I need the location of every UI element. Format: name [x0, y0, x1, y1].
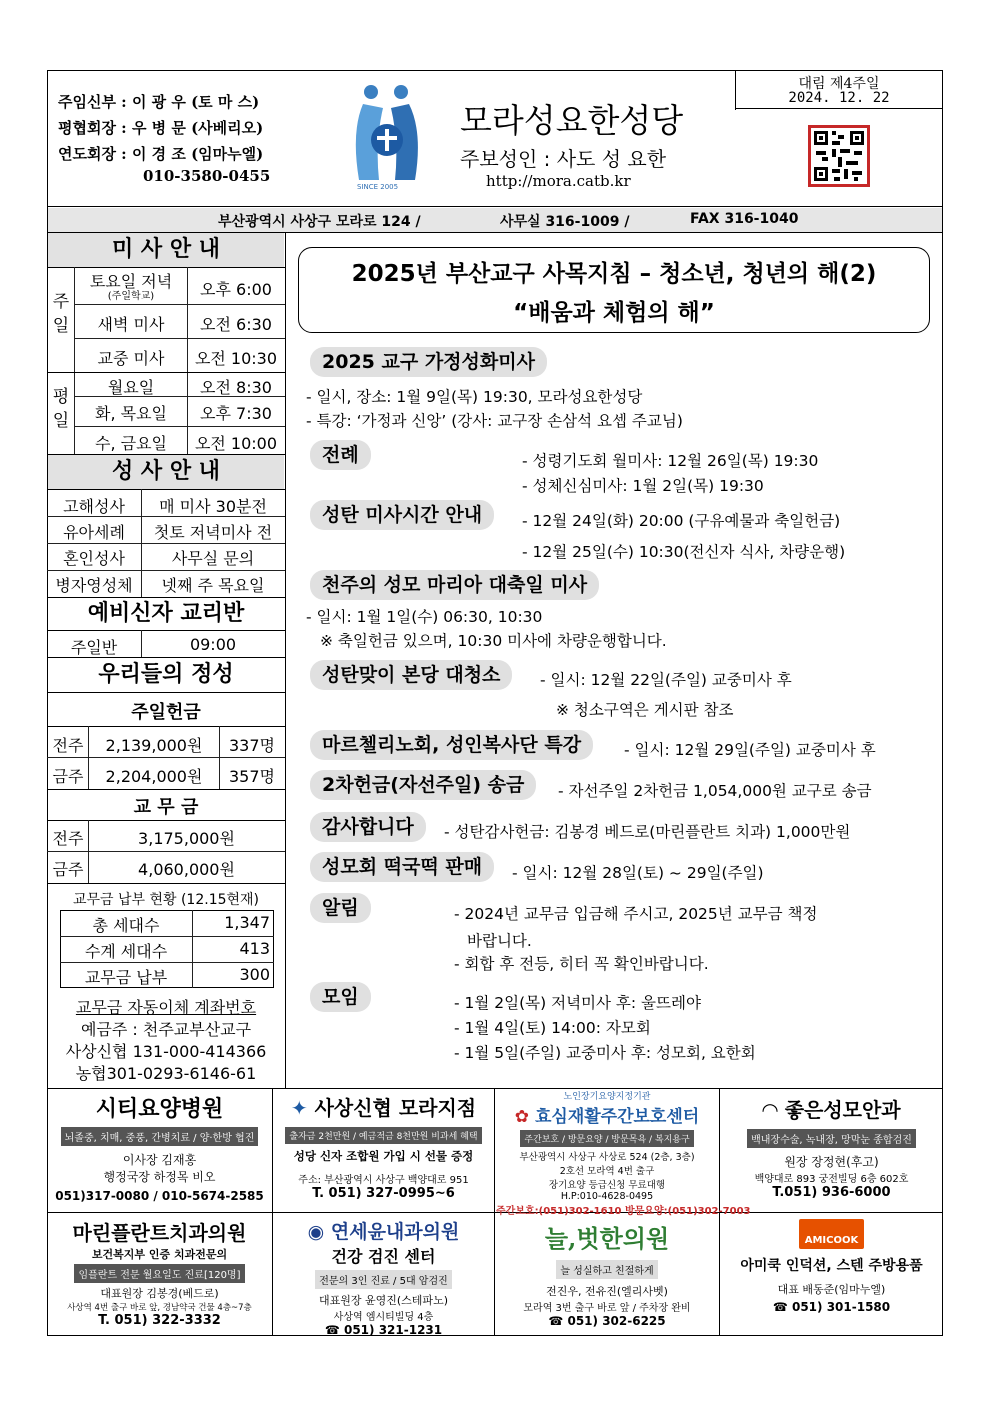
offering-curr-amount: 2,204,000원: [105, 767, 203, 786]
ad1-band: 뇌졸중, 치매, 중풍, 간병치료 / 양·한방 협진: [61, 1127, 259, 1146]
mass-wed-name: 수, 금요일: [95, 434, 167, 453]
sacrament-baptism-value: 첫토 저녁미사 전: [153, 523, 273, 542]
dues-curr-amount: 4,060,000원: [138, 860, 235, 879]
mass-tue-time: 오후 7:30: [200, 404, 272, 423]
pill-notice: 알림: [310, 893, 371, 923]
ad3-l2: 2호선 모라역 4번 출구: [559, 1166, 655, 1177]
ad5-title: 마린플란트치과의원: [72, 1221, 247, 1245]
ad3-phone: 주간보호:(051)302-1610 방문요양:(051)302-7003: [496, 1206, 751, 1217]
liturgy-line1: - 성령기도회 월미사: 12월 26일(목) 19:30: [522, 452, 819, 470]
ad1-phone: 051)317-0080 / 010-5674-2585: [55, 1189, 264, 1203]
ad3-l3: 장기요양 등급신청 무료대행: [548, 1180, 666, 1191]
qr-code-icon[interactable]: [808, 125, 870, 187]
notice-line2: - 회합 후 전등, 히터 꼭 확인바랍니다.: [454, 955, 709, 973]
dues-curr-label: 금주: [52, 860, 84, 879]
offering-prev-label: 전주: [52, 736, 84, 755]
pill-cleaning: 성탄맞이 본당 대청소: [310, 660, 512, 690]
amicook-logo-icon: AMICOOK: [799, 1219, 865, 1249]
ad-city-hospital: [48, 1092, 271, 1203]
ad5-band: 임플란트 전문 월요일도 진료[120명]: [74, 1264, 244, 1283]
office-phone: 사무실 316-1009 /: [500, 214, 630, 230]
christmas-line2: - 12월 25일(수) 10:30(전신자 식사, 차량운행): [522, 543, 846, 561]
ad7-phone: ☎ 051) 302-6225: [548, 1314, 666, 1328]
headline-sub: “배움과 체험의 해”: [513, 300, 715, 326]
ad5-l2: 사상역 4번 출구 바로 앞, 경남약국 건물 4층~7층: [67, 1303, 252, 1313]
account-holder: 예금주 : 천주교부산교구: [80, 1020, 252, 1039]
dues-prev-label: 전주: [52, 829, 84, 848]
thanks-line1: - 성탄감사헌금: 김봉경 베드로(마린플란트 치과) 1,000만원: [444, 823, 851, 841]
mass-dawn-name: 새벽 미사: [97, 315, 165, 334]
mass-tue-name: 화, 목요일: [95, 404, 167, 423]
mass-mon-name: 월요일: [107, 378, 155, 397]
mass-sat-sub: (주일학교): [107, 291, 155, 302]
ad-neulbeot-clinic: [496, 1219, 718, 1328]
ad4-l2: 백양대로 893 궁전빌딩 6층 602호: [754, 1174, 909, 1185]
ad3-top: 노인장기요양지정기관: [563, 1092, 651, 1102]
ad4-band: 백내장수술, 녹내장, 망막눈 종합검진: [747, 1129, 916, 1148]
ad3-l1: 부산광역시 사상구 사상로 524 (2층, 3층): [519, 1152, 695, 1163]
dues-prev-amount: 3,175,000원: [138, 829, 235, 848]
mary-line1: - 일시: 1월 1일(수) 06:30, 10:30: [306, 608, 543, 626]
catechumen-time: 09:00: [189, 635, 237, 654]
ad-amicook: [721, 1219, 942, 1314]
sacrament-sick-value: 넷째 주 목요일: [161, 576, 265, 595]
cleaning-line1: - 일시: 12월 22일(주일) 교중미사 후: [540, 671, 792, 689]
hyosim-logo-icon: ✿: [514, 1107, 535, 1127]
ad4-title: 좋은성모안과: [784, 1098, 901, 1122]
sacrament-title: 성 사 안 내: [48, 455, 284, 489]
ad2-title: 사상신협 모라지점: [314, 1096, 477, 1120]
liturgy-line2: - 성체신심미사: 1월 2일(목) 19:30: [522, 477, 764, 495]
since-text: SINCE 2005: [357, 183, 399, 191]
catechumen-class: 주일반: [70, 638, 118, 657]
patron-saint: 주보성인 : 사도 성 요한: [460, 147, 667, 171]
christmas-line1: - 12월 24일(화) 20:00 (구유예물과 축일헌금): [522, 512, 841, 530]
sacrament-sick: 병자영성체: [55, 576, 133, 595]
family-mass-line2: - 특강: ‘가정과 신앙’ (강사: 교구장 손삼석 요셉 주교님): [306, 412, 683, 430]
ad7-l2: 모라역 3번 출구 바로 앞 / 주차장 완비: [523, 1303, 691, 1314]
ad2-band: 출자금 2천만원 / 예금적금 8천만원 비과세 혜택: [285, 1127, 481, 1144]
ad3-l4: H.P:010-4628-0495: [560, 1191, 654, 1202]
address-bar: [48, 208, 942, 232]
sacrament-marriage: 혼인성사: [63, 549, 125, 568]
ad2-phone: T. 051) 327-0995~6: [312, 1186, 455, 1201]
ad-good-mary-eye: [721, 1094, 942, 1200]
mass-main-name: 교중 미사: [97, 349, 165, 368]
second-collection-line1: - 자선주일 2차헌금 1,054,000원 교구로 송금: [558, 782, 872, 800]
pill-thanks: 감사합니다: [310, 812, 426, 842]
ad7-title: 늘,벗한의원: [544, 1224, 670, 1253]
address-text: 부산광역시 사상구 모라로 124 /: [218, 214, 421, 230]
status-total-label: 총 세대수: [92, 916, 160, 935]
auto-transfer-title: 교무금 자동이체 계좌번호: [75, 998, 257, 1017]
liturgy-week: 대림 제4주일: [798, 76, 880, 92]
fax-number: FAX 316-1040: [690, 211, 799, 227]
ad7-band: 늘 성실하고 친절하게: [556, 1260, 657, 1279]
family-mass-line1: - 일시, 장소: 1월 9일(목) 19:30, 모라성요한성당: [306, 388, 643, 406]
ad5-sub: 보건복지부 인증 치과전문의: [91, 1248, 228, 1261]
pill-mary-feast: 천주의 성모 마리아 대축일 미사: [310, 570, 599, 600]
status-paid-label: 교무금 납부: [84, 968, 168, 987]
notice-line1: - 2024년 교무금 입금해 주시고, 2025년 교무금 책정: [454, 905, 818, 923]
tteok-line1: - 일시: 12월 28일(토) ~ 29일(주일): [512, 864, 764, 882]
yeondo-line: 연도회장 : 이 경 조 (임마누엘): [58, 145, 264, 163]
pill-second-collection: 2차헌금(자선주일) 송금: [310, 770, 536, 800]
pill-marcellino: 마르첼리노회, 성인복사단 특강: [310, 730, 593, 760]
ad2-l2: 주소: 부산광역시 사상구 백양대로 951: [298, 1175, 469, 1186]
pill-christmas-mass: 성탄 미사시간 안내: [310, 500, 494, 530]
dues-status-title: 교무금 납부 현황 (12.15현재): [72, 892, 260, 908]
meeting-line1: - 1월 2일(목) 저녁미사 후: 울뜨레야: [454, 994, 701, 1012]
status-member-value: 413: [239, 939, 270, 958]
parish-name: 모라성요한성당: [460, 101, 684, 140]
ad7-l1: 전진우, 전유진(엘리사벳): [546, 1285, 668, 1298]
pill-meeting: 모임: [310, 982, 371, 1012]
parish-url-link[interactable]: http://mora.catb.kr: [486, 172, 631, 190]
council-line: 평협회장 : 우 병 문 (사베리오): [58, 119, 264, 137]
pill-family-mass: 2025 교구 가정성화미사: [310, 347, 547, 377]
ad5-l1: 대표원장 김봉경(베드로): [100, 1287, 219, 1300]
mary-line2: ※ 축일헌금 있으며, 10:30 미사에 차량운행합니다.: [320, 632, 667, 650]
offering-prev-count: 337명: [229, 736, 275, 755]
pill-liturgy: 전례: [310, 440, 371, 470]
meeting-line3: - 1월 5일(주일) 교중미사 후: 성모회, 요한회: [454, 1044, 756, 1062]
ad4-phone: T.051) 936-6000: [772, 1185, 891, 1200]
ad2-l1: 성당 신자 조합원 가입 시 선물 증정: [293, 1149, 474, 1163]
offering-prev-amount: 2,139,000원: [105, 736, 203, 755]
account-shinhyup: 사상신협 131-000-414366: [65, 1042, 267, 1061]
ad3-title: 효심재활주간보호센터: [534, 1107, 700, 1127]
status-member-label: 수계 세대수: [84, 942, 168, 961]
ad8-title: 아미쿡 인덕션, 스텐 주방용품: [740, 1258, 923, 1274]
sacrament-confession: 고해성사: [63, 497, 125, 516]
header-phone: 010-3580-0455: [143, 167, 271, 185]
ad6-phone: ☎ 051) 321-1231: [324, 1323, 443, 1337]
ad-yonsei-clinic: [274, 1217, 493, 1337]
offering-curr-label: 금주: [52, 767, 84, 786]
ad1-l2: 행정국장 하정목 비오: [103, 1170, 216, 1184]
pill-tteok-sale: 성모회 떡국떡 판매: [310, 852, 494, 882]
mass-mon-time: 오전 8:30: [200, 378, 272, 397]
ad-marinplant-dental: [48, 1217, 271, 1328]
ad-hyosim-center: [496, 1089, 751, 1217]
mass-wed-time: 오전 10:00: [194, 434, 278, 453]
dues-title: 교 무 금: [133, 797, 199, 818]
ad1-l1: 이사장 김재홍: [122, 1153, 197, 1167]
sacrament-confession-value: 매 미사 30분전: [159, 497, 267, 516]
ad6-l2: 사상역 엠시티빌딩 4층: [333, 1312, 434, 1323]
ad8-phone: ☎ 051) 301-1580: [772, 1300, 891, 1314]
sacrament-marriage-value: 사무실 문의: [171, 549, 255, 568]
bulletin-date: 2024. 12. 22: [788, 90, 890, 106]
ad6-l1: 대표원장 윤영진(스테파노): [319, 1294, 448, 1307]
sacrament-baptism: 유아세례: [63, 523, 125, 542]
mass-main-time: 오전 10:30: [194, 349, 278, 368]
mass-dawn-time: 오전 6:30: [200, 315, 272, 334]
weekday-label: 평일: [52, 387, 70, 431]
pastor-line: 주임신부 : 이 광 우 (토 마 스): [58, 93, 260, 111]
meeting-line2: - 1월 4일(토) 14:00: 자모회: [454, 1019, 651, 1037]
cleaning-line2: ※ 청소구역은 게시판 참조: [556, 701, 734, 719]
ad1-title: 시티요양병원: [95, 1097, 224, 1122]
ad8-l1: 대표 배동준(임마누엘): [777, 1283, 886, 1296]
ad6-sub: 건강 검진 센터: [331, 1247, 436, 1266]
sunday-label: 주일: [52, 292, 70, 336]
yonsei-logo-icon: ◉: [307, 1221, 331, 1243]
ad-sasang-shinhyup: [274, 1092, 493, 1201]
ad5-phone: T. 051) 322-3332: [98, 1313, 221, 1328]
status-total-value: 1,347: [224, 913, 270, 932]
ad6-band: 전문의 3인 진료 / 5대 암검진: [315, 1270, 452, 1289]
ad3-band: 주간보호 / 방문요양 / 방문목욕 / 복지용구: [520, 1130, 693, 1147]
account-nonghyup: 농협301-0293-6146-61: [75, 1064, 257, 1083]
mass-title: 미 사 안 내: [48, 233, 284, 267]
headline-main: 2025년 부산교구 사목지침 – 청소년, 청년의 해(2): [351, 261, 877, 287]
offering-title: 우리들의 정성: [48, 658, 284, 692]
notice-line1b: 바랍니다.: [467, 932, 532, 950]
ad6-title: 연세윤내과의원: [330, 1221, 460, 1243]
catechumen-title: 예비신자 교리반: [48, 598, 284, 630]
status-paid-value: 300: [239, 965, 270, 984]
shinhyup-logo-icon: ✦: [290, 1096, 315, 1120]
offering-curr-count: 357명: [229, 767, 275, 786]
marcellino-line1: - 일시: 12월 29일(주일) 교중미사 후: [624, 741, 876, 759]
mass-sat-time: 오후 6:00: [200, 280, 272, 299]
mass-sat-name: 토요일 저녁: [89, 272, 173, 291]
ad4-l1: 원장 장정현(후고): [784, 1155, 879, 1169]
sunday-offering-title: 주일헌금: [131, 702, 201, 723]
parish-logo-icon: [345, 82, 431, 194]
eye-logo-icon: ◠: [762, 1098, 785, 1122]
